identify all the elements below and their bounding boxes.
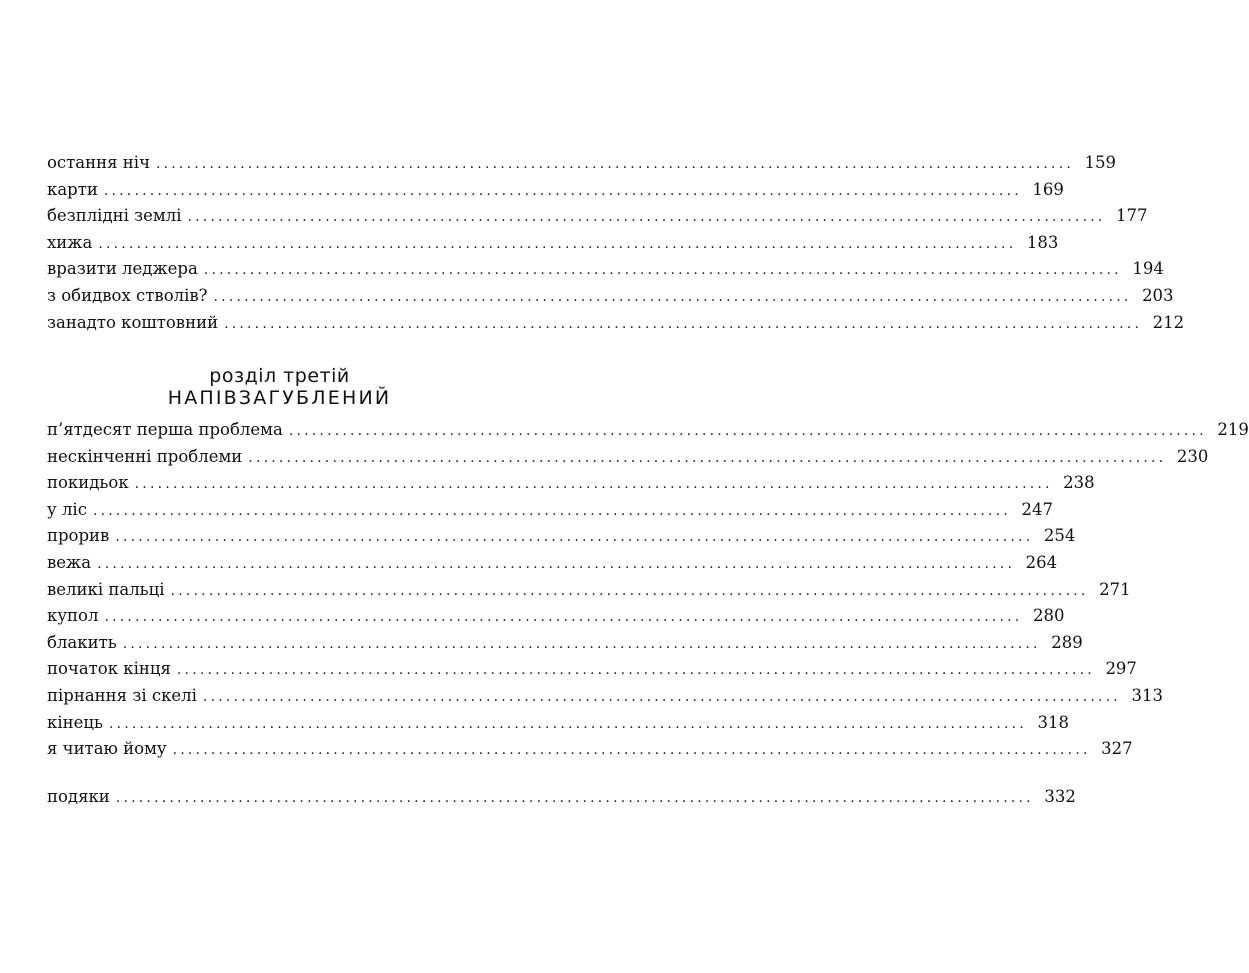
toc-list-part-2-end [47,150,1185,336]
toc-entry-page: 159 [1084,153,1117,172]
dot-leader: ........................................................................................................................ [203,262,1122,279]
dot-leader: ........................................................................................................................ [224,315,1143,332]
toc-entry-page: 327 [1101,739,1133,759]
dot-leader: ........................................................................................................................ [104,609,1023,626]
toc-entry [47,784,1076,811]
toc-list-part-3 [47,417,1249,763]
toc-entry-title: я читаю йому [47,739,167,759]
dot-leader: ........................................................................................................................ [187,209,1106,226]
toc-entry-title: блакить [47,632,117,652]
dot-leader: ........................................................................................................................ [172,742,1091,759]
toc-entry-page: 289 [1051,632,1083,652]
toc-entry [47,470,1095,497]
toc-entry-page: 297 [1105,659,1137,679]
dot-leader: ........................................................................................................................ [170,582,1089,599]
toc-entry-title: початок кінця [47,659,171,679]
toc-entry-page: 230 [1176,446,1209,466]
dot-leader: ........................................................................................................................ [122,635,1041,652]
toc-entry-title: занадто коштовний [47,312,219,332]
toc-entry [47,683,1163,710]
toc-entry-page: 271 [1099,579,1131,599]
toc-entry [47,550,1058,577]
toc-entry-title: вежа [47,552,92,572]
toc-entry-title: великі пальці [47,579,165,599]
toc-entry [47,177,1064,204]
toc-entry [47,256,1164,283]
toc-entry [47,283,1174,310]
toc-entry [47,497,1053,524]
toc-entry [47,523,1076,550]
toc-entry-page: 203 [1142,285,1174,305]
dot-leader: ........................................................................................................................ [115,790,1034,806]
toc-entry-title: карти [47,179,98,199]
toc-entry-page: 169 [1032,179,1064,199]
toc-entry-page: 247 [1021,499,1053,519]
toc-entry-title: хижа [47,232,93,252]
toc-entry-title: безплідні землі [47,206,182,226]
toc-entry [47,230,1059,257]
toc-entry-title: вразити леджера [47,259,198,279]
toc-entry [47,630,1083,657]
toc-entry-page: 212 [1152,312,1185,332]
toc-entry-title: остання ніч [47,153,150,172]
toc-entry-title: нескінченні проблеми [47,446,243,466]
dot-leader: ........................................................................................................................ [115,529,1034,546]
toc-entry-page: 313 [1131,685,1163,705]
toc-entry-page: 219 [1217,420,1249,439]
toc-entry-page: 318 [1037,712,1069,732]
toc-entry-page: 238 [1063,473,1095,493]
toc-entry-title: з обидвох стволів? [47,285,208,305]
dot-leader: ........................................................................................................................ [98,235,1017,252]
toc-entry-title: пірнання зі скелі [47,685,197,705]
dot-leader: ........................................................................................................................ [202,688,1121,705]
toc-entry-title: кінець [47,712,103,732]
toc-entry-title: подяки [47,787,110,806]
toc-entry [47,150,1117,177]
toc-entry-page: 332 [1044,787,1076,806]
toc-entry-title: п’ятдесят перша проблема [47,420,283,439]
toc-entry [47,710,1069,737]
toc-entry-page: 264 [1025,552,1058,572]
section-title: НАПІВЗАГУБЛЕНИЙ [167,387,392,409]
dot-leader: ........................................................................................................................ [97,555,1016,572]
dot-leader: ........................................................................................................................ [176,662,1095,679]
toc-entry-page: 183 [1026,232,1059,252]
toc-entry-title: покидьок [47,473,129,493]
dot-leader: ........................................................................................................................ [248,449,1167,466]
toc-entry-title: прорив [47,526,110,546]
toc-entry-page: 177 [1116,206,1148,226]
dot-leader: ........................................................................................................................ [92,502,1011,519]
toc-entry [47,203,1148,230]
dot-leader: ........................................................................................................................ [155,156,1075,172]
toc-entry [47,736,1133,763]
toc-entry-page: 194 [1132,259,1164,279]
toc-entry-title: купол [47,606,99,626]
section-label: розділ третій [209,365,350,387]
toc-list-back-matter [47,784,1076,811]
dot-leader: ........................................................................................................................ [134,476,1053,493]
toc-entry [47,577,1131,604]
dot-leader: ........................................................................................................................ [288,423,1207,439]
dot-leader: ........................................................................................................................ [103,182,1022,199]
toc-entry [47,656,1137,683]
toc-entry [47,310,1185,337]
toc-entry-title: у ліс [47,499,87,519]
dot-leader: ........................................................................................................................ [213,288,1132,305]
toc-entry [47,417,1249,444]
toc-entry-page: 280 [1032,606,1065,626]
dot-leader: ........................................................................................................................ [108,715,1027,732]
toc-entry [47,603,1065,630]
toc-entry-page: 254 [1043,526,1076,546]
toc-entry [47,444,1209,471]
